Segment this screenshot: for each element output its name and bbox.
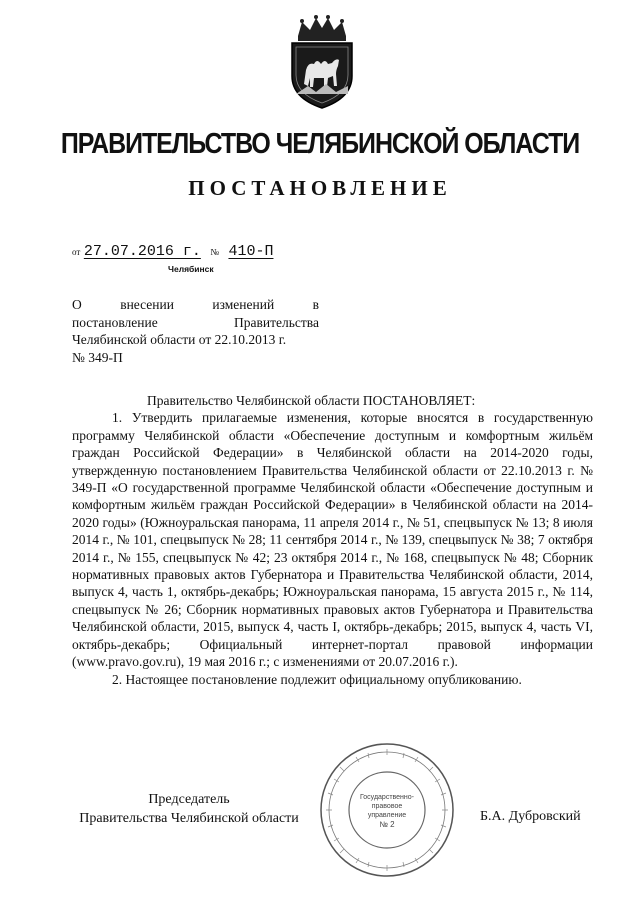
number-prefix: № [210, 247, 219, 257]
document-body [72, 392, 593, 688]
document-subject [72, 296, 319, 366]
stamp-line-1: Государственно- [359, 794, 415, 801]
document-meta [72, 243, 273, 260]
document-type: ПОСТАНОВЛЕНИЕ [188, 176, 452, 200]
document-number: 410-П [228, 243, 274, 260]
signatory-title-line-1: Председатель [148, 792, 230, 807]
resolution-item-1: 1. Утвердить прилагаемые изменения, которые вносятся в государственную программу Челябинской области «Обеспечение доступным и комфортным жильём граждан Российской Федерации» в Челябинской области на 2014-2020 годы, утвержденную постановлением Правительства Челябинской области от 22.10.2013 г. № 349-П «О государственной программе Челябинской области «Обеспечение доступным и комфортным жильём граждан Российской Федерации» в Челябинской области на 2014-2020 годы» (Южноуральская панорама, 11 апреля 2014 г., № 51, спецвыпуск № 13; 8 июля 2014 г., № 101, спецвыпуск № 28; 11 сентября 2014 г., № 139, спецвыпуск № 38; 7 октября 2014 г., № 155, спецвыпуск № 42; 23 октября 2014 г., № 168, спецвыпуск № 48; Сборник нормативных правовых актов Губернатора и Правительства Челябинской области, 2014, выпуск 4, часть 1, октябрь-декабрь; Южноуральская панорама, 15 августа 2015 г., № 114, спецвыпуск № 26; Сборник нормативных правовых актов Губернатора и Правительства Челябинской области, 2015, выпуск 4, часть I, октябрь-декабрь; 2015, выпуск 4, часть VI, октябрь-декабрь; Официальный интернет-портал правовой информации (www.pravo.gov.ru), 19 мая 2016 г.; с изменениями от 20.07.2016 г.). [72, 410, 593, 670]
subject-line: О внесении изменений в [72, 297, 319, 312]
subject-line: постановление Правительства [72, 314, 319, 330]
document-date: 27.07.2016 г. [83, 243, 201, 260]
subject-line: № 349-П [72, 349, 123, 365]
stamp-line-3: управление [367, 812, 407, 819]
stamp-line-4: № 2 [379, 820, 395, 829]
coat-of-arms-icon [284, 14, 360, 110]
resolution-item-2: 2. Настоящее постановление подлежит официальному опубликованию. [112, 671, 522, 687]
document-place: Челябинск [168, 264, 214, 274]
government-name: ПРАВИТЕЛЬСТВО ЧЕЛЯБИНСКОЙ ОБЛАСТИ [60, 128, 580, 160]
stamp-line-2: правовое [371, 803, 403, 810]
resolution-intro: Правительство Челябинской области ПОСТАНОВЛЯЕТ: [147, 393, 476, 408]
date-prefix: от [72, 247, 81, 257]
signatory-title [64, 790, 314, 828]
official-stamp-icon [318, 741, 456, 879]
signatory-title-line-2: Правительства Челябинской области [79, 811, 299, 826]
signatory-name: Б.А. Дубровский [480, 809, 581, 824]
subject-line: Челябинской области от 22.10.2013 г. [72, 332, 287, 347]
